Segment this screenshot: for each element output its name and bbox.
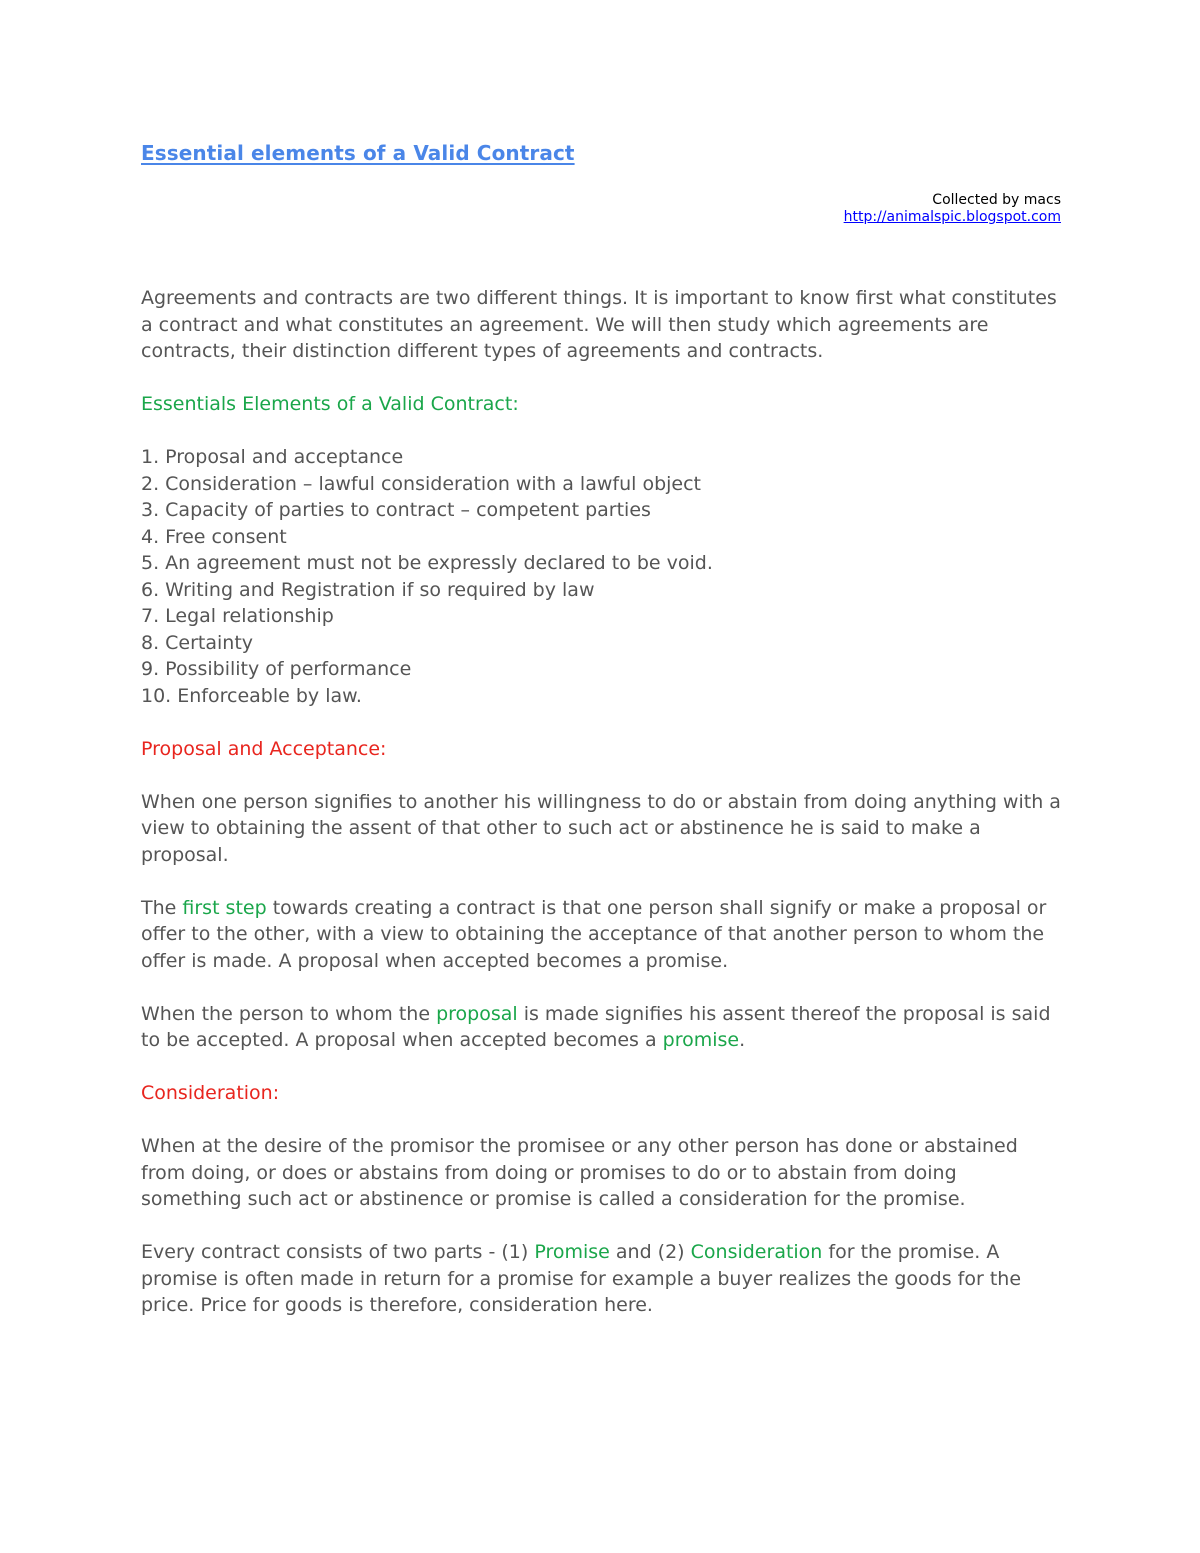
document-page	[141, 0, 1061, 1553]
highlight-promise: promise	[662, 1029, 740, 1051]
list-item: 1. Proposal and acceptance	[141, 446, 404, 468]
list-item: 9. Possibility of performance	[141, 658, 412, 680]
elements-heading: Essentials Elements of a Valid Contract:	[141, 393, 519, 415]
list-item: 4. Free consent	[141, 525, 287, 548]
text-segment: Every contract consists of two parts - (1)	[141, 1241, 535, 1263]
consideration-paragraph-1: When at the desire of the promisor the promisee or any other person has done or abstained from doing, or does or abstains from doing or promises to do or to abstain from doing something such act or abstinence or promise is called a consideration for the promise.	[141, 1135, 1018, 1210]
intro-paragraph: Agreements and contracts are two different things. It is important to know first what constitutes a contract and what constitutes an agreement. We will then study which agreements are contracts, their distinction different types of agreements and contracts.	[141, 287, 1057, 362]
list-item: 7. Legal relationship	[141, 605, 334, 627]
list-item: 6. Writing and Registration if so required by law	[141, 578, 595, 601]
highlight-proposal: proposal	[436, 1002, 518, 1025]
document-body	[141, 285, 1061, 1345]
list-item: 2. Consideration – lawful consideration with a lawful object	[141, 472, 701, 495]
highlight-promise-part: Promise	[534, 1241, 610, 1263]
proposal-heading: Proposal and Acceptance:	[141, 737, 387, 760]
list-item: 5. An agreement must not be expressly declared to be void.	[141, 552, 713, 574]
highlight-consideration-part: Consideration	[690, 1241, 823, 1263]
document-title: Essential elements of a Valid Contract	[141, 141, 575, 165]
collected-by-text: Collected by macs	[932, 192, 1061, 208]
text-segment: .	[739, 1029, 746, 1051]
proposal-paragraph-3	[141, 1001, 1061, 1054]
proposal-paragraph-2	[141, 895, 1061, 975]
proposal-paragraph-1: When one person signifies to another his willingness to do or abstain from doing anything with a view to obtaining the assent of that other to such act or abstinence he is said to make a proposal.	[141, 790, 1061, 866]
list-item: 8. Certainty	[141, 631, 254, 654]
list-item: 3. Capacity of parties to contract – competent parties	[141, 499, 651, 521]
credit-block	[844, 192, 1061, 226]
elements-list	[141, 444, 1061, 709]
text-segment: and (2)	[609, 1241, 691, 1263]
text-segment: for the promise. A promise is often made in return for a promise for example a buyer realizes the goods for the price. Price for goods is therefore, consideration here.	[141, 1241, 1022, 1316]
consideration-heading: Consideration:	[141, 1082, 280, 1104]
list-item: 10. Enforceable by law.	[141, 684, 362, 707]
text-segment: The	[141, 896, 183, 919]
highlight-first-step: first step	[182, 896, 267, 919]
text-segment: is made signifies his assent thereof the proposal is said to be accepted. A proposal when accepted becomes a	[141, 1002, 1051, 1051]
source-link[interactable]: http://animalspic.blogspot.com	[843, 209, 1061, 225]
text-segment: When the person to whom the	[141, 1002, 437, 1025]
text-segment: towards creating a contract is that one person shall signify or make a proposal or offer to the other, with a view to obtaining the acceptance of that another person to whom the offer is made. A proposal when accepted becomes a promise.	[141, 896, 1047, 972]
consideration-paragraph-2	[141, 1239, 1061, 1319]
